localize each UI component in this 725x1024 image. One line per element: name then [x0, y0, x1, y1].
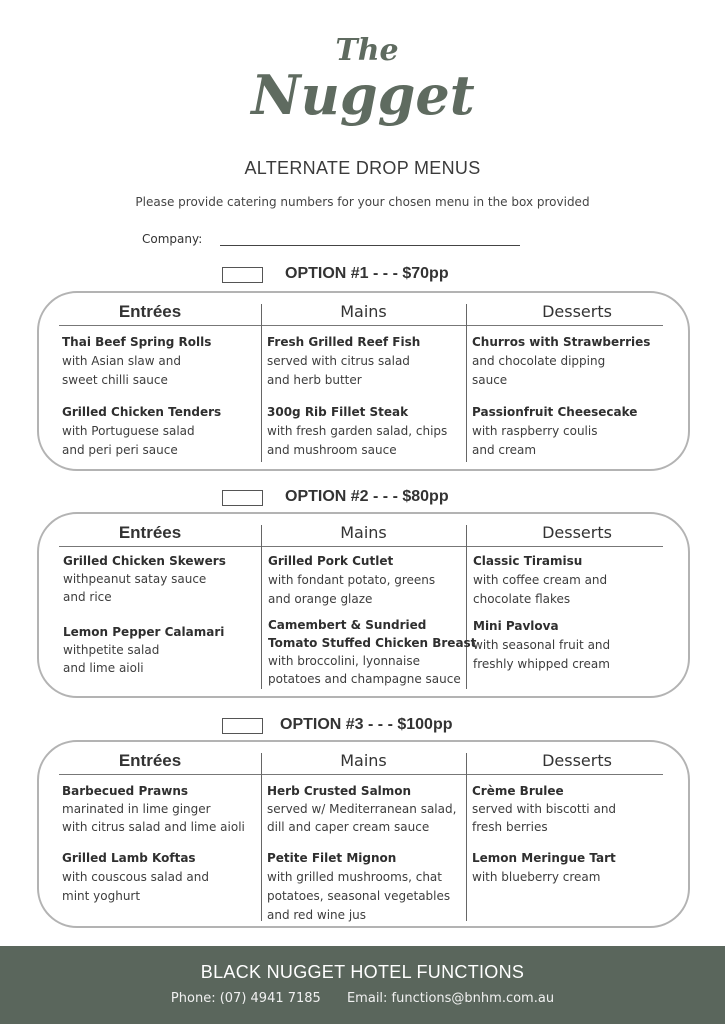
menu-item-name: Passionfruit Cheesecake — [472, 405, 638, 419]
menu-item-desc: withpeanut satay sauce and rice — [63, 572, 207, 604]
instruction-text: Please provide catering numbers for your chosen menu in the box provided — [135, 195, 590, 209]
menu-item-desc: marinated in lime ginger with citrus salad and lime aioli — [62, 802, 245, 834]
menu-item-name: Barbecued Prawns — [62, 784, 189, 798]
menu-item-desc: served with biscotti and fresh berries — [472, 802, 617, 834]
footer-phone: Phone: (07) 4941 7185 — [170, 991, 321, 1006]
logo-the: The — [334, 33, 399, 68]
column-divider — [261, 304, 262, 462]
menu-item — [472, 403, 637, 460]
menu-item-name: Grilled Chicken Tenders — [62, 405, 222, 419]
menu-item-desc: with fondant potato, greens and orange glaze — [268, 573, 436, 606]
menu-item-desc: and chocolate dipping sauce — [472, 354, 606, 387]
menu-item — [472, 849, 616, 887]
menu-item-name: Mini Pavlova — [473, 619, 559, 633]
menu-item-name: Grilled Lamb Koftas — [62, 851, 196, 865]
menu-item — [63, 552, 226, 606]
menu-item-name: Grilled Chicken Skewers — [63, 554, 226, 568]
company-input-line[interactable] — [220, 245, 520, 246]
menu-item — [473, 617, 610, 674]
option-3-panel — [37, 740, 690, 928]
menu-item — [472, 333, 650, 390]
menu-item — [267, 782, 456, 836]
menu-item-name: Herb Crusted Salmon — [267, 784, 412, 798]
menu-item-name: Thai Beef Spring Rolls — [62, 335, 212, 349]
column-header-entrees: Entrées — [118, 523, 182, 542]
footer-contact — [0, 991, 725, 1006]
menu-item — [63, 623, 224, 677]
menu-item-desc: with blueberry cream — [472, 870, 601, 884]
company-label: Company: — [142, 232, 203, 246]
header-rule — [59, 325, 663, 326]
menu-item-name: Crème Brulee — [472, 784, 564, 798]
menu-item-desc: with coffee cream and chocolate flakes — [473, 573, 608, 606]
option-1-checkbox[interactable] — [222, 267, 263, 283]
column-header-mains: Mains — [340, 751, 387, 770]
column-divider — [261, 525, 262, 689]
column-header-mains: Mains — [340, 523, 387, 542]
option-2-label: OPTION #2 - - - $80pp — [285, 488, 449, 505]
menu-item-desc: served w/ Mediterranean salad, dill and caper cream sauce — [267, 802, 457, 834]
menu-item-desc: with raspberry coulis and cream — [472, 424, 598, 457]
menu-item-name: Lemon Pepper Calamari — [63, 625, 225, 639]
menu-item-name: Lemon Meringue Tart — [472, 851, 616, 865]
menu-item — [267, 403, 447, 460]
menu-item-desc: with seasonal fruit and freshly whipped cream — [473, 638, 611, 671]
menu-item — [62, 403, 221, 460]
column-header-desserts: Desserts — [542, 523, 612, 542]
menu-item-name: Churros with Strawberries — [472, 335, 651, 349]
option-3-checkbox[interactable] — [222, 718, 263, 734]
option-2-checkbox[interactable] — [222, 490, 263, 506]
option-2-panel — [37, 512, 690, 698]
header-rule — [59, 546, 663, 547]
option-3-header — [0, 716, 725, 738]
logo-wordmark — [250, 26, 475, 136]
column-divider — [466, 304, 467, 462]
logo — [0, 26, 725, 136]
menu-item-name: 300g Rib Fillet Steak — [267, 405, 409, 419]
menu-item-desc: with Portuguese salad and peri peri sauce — [62, 424, 195, 457]
menu-item — [472, 782, 616, 836]
menu-item — [473, 552, 607, 609]
footer-title: BLACK NUGGET HOTEL FUNCTIONS — [200, 962, 525, 982]
menu-item — [268, 616, 476, 688]
menu-item-desc: with Asian slaw and sweet chilli sauce — [62, 354, 181, 387]
menu-item — [62, 849, 209, 906]
page-title: ALTERNATE DROP MENUS — [244, 158, 481, 178]
menu-item — [62, 333, 211, 390]
menu-item-desc: with fresh garden salad, chips and mushroom sauce — [267, 424, 448, 457]
menu-item-desc: with couscous salad and mint yoghurt — [62, 870, 209, 903]
menu-item — [268, 552, 435, 609]
column-header-entrees: Entrées — [118, 302, 182, 321]
column-divider — [466, 753, 467, 921]
option-2-header — [0, 488, 725, 510]
menu-item-desc: with grilled mushrooms, chat potatoes, seasonal vegetables and red wine jus — [267, 870, 451, 922]
option-1-panel — [37, 291, 690, 471]
menu-item-desc: served with citrus salad and herb butter — [267, 354, 410, 387]
column-header-desserts: Desserts — [542, 302, 612, 321]
column-divider — [261, 753, 262, 921]
footer — [0, 946, 725, 1024]
column-header-entrees: Entrées — [118, 751, 182, 770]
menu-item-name: Classic Tiramisu — [473, 554, 583, 568]
menu-item — [267, 333, 420, 390]
column-header-desserts: Desserts — [542, 751, 612, 770]
header-rule — [59, 774, 663, 775]
menu-item-name: Camembert & Sundried Tomato Stuffed Chicken Breast — [268, 618, 477, 650]
option-3-label: OPTION #3 - - - $100pp — [280, 716, 453, 733]
menu-item-desc: with broccolini, lyonnaise potatoes and champagne sauce — [268, 654, 461, 686]
logo-nugget: Nugget — [250, 63, 475, 127]
option-1-header — [0, 265, 725, 287]
menu-item — [267, 849, 450, 925]
menu-item-desc: withpetite salad and lime aioli — [63, 643, 160, 675]
menu-item — [62, 782, 245, 836]
column-header-mains: Mains — [340, 302, 387, 321]
menu-item-name: Petite Filet Mignon — [267, 851, 397, 865]
menu-item-name: Fresh Grilled Reef Fish — [267, 335, 421, 349]
option-1-label: OPTION #1 - - - $70pp — [285, 265, 449, 282]
menu-item-name: Grilled Pork Cutlet — [268, 554, 394, 568]
footer-email[interactable]: Email: functions@bnhm.com.au — [346, 991, 555, 1006]
